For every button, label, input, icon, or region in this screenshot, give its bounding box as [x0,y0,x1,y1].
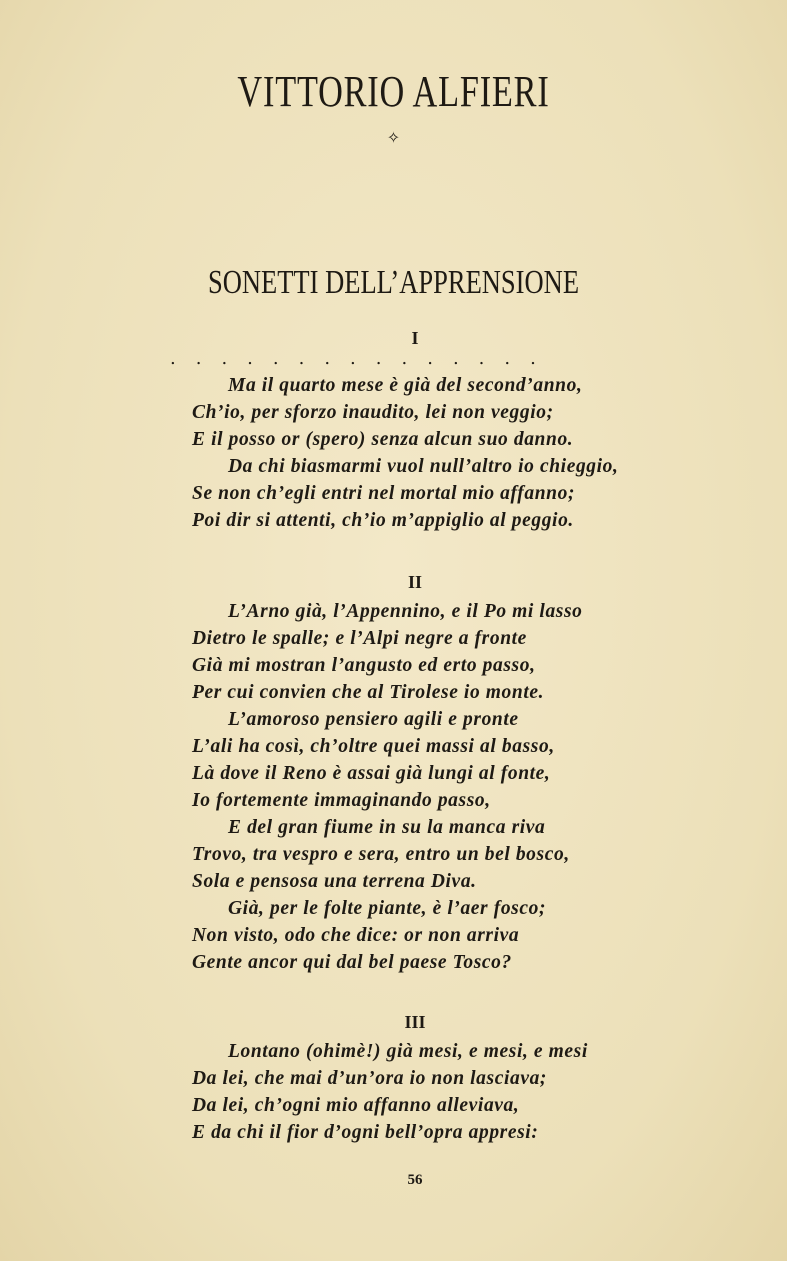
verse-line: Sola e pensosa una terrena Diva. [192,871,477,892]
verse-line: Da chi biasmarmi vuol null’altro io chieggio, [228,456,619,477]
verse-line: Già, per le folte piante, è l’aer fosco; [228,898,547,919]
verse-line: Poi dir si attenti, ch’io m’appiglio al peggio. [192,510,574,531]
sonnet-numeral: II [407,572,422,592]
ornament-icon: ✧ [386,128,401,147]
verse-line: L’ali ha così, ch’oltre quei massi al basso, [192,736,555,757]
verse-line: Già mi mostran l’angusto ed erto passo, [192,655,536,676]
verse-line: Se non ch’egli entri nel mortal mio affanno; [192,483,576,504]
sonnet-numeral: I [411,328,419,348]
sonnet-numeral: III [404,1012,426,1032]
verse-line: E del gran fiume in su la manca riva [228,817,546,838]
verse-line: Là dove il Reno è assai già lungi al fonte, [192,763,551,784]
verse-line: Per cui convien che al Tirolese io monte. [192,682,545,703]
verse-line: Ma il quarto mese è già del second’anno, [228,375,583,396]
verse-line: E da chi il fior d’ogni bell’opra appresi: [192,1122,539,1143]
ellipsis-dots: ............... [170,348,556,369]
verse-line: Da lei, ch’ogni mio affanno alleviava, [192,1095,520,1116]
verse-line: Trovo, tra vespro e sera, entro un bel bosco, [192,844,570,865]
verse-line: Non visto, odo che dice: or non arriva [192,925,520,946]
verse-line: Io fortemente immaginando passo, [192,790,491,811]
section-title: SONETTI DELL’APPRENSIONE [207,264,580,301]
page-number: 56 [407,1172,423,1188]
verse-line: Dietro le spalle; e l’Alpi negre a fronte [192,628,527,649]
verse-line: Lontano (ohimè!) già mesi, e mesi, e mesi [228,1041,588,1062]
verse-line: E il posso or (spero) senza alcun suo danno. [192,429,574,450]
author-heading: VITTORIO ALFIERI [237,67,550,116]
verse-line: L’amoroso pensiero agili e pronte [228,709,519,730]
verse-line: Da lei, che mai d’un’ora io non lasciava; [192,1068,548,1089]
verse-line: Ch’io, per sforzo inaudito, lei non veggio; [192,402,554,423]
verse-line: L’Arno già, l’Appennino, e il Po mi lasso [228,601,583,622]
verse-line: Gente ancor qui dal bel paese Tosco? [192,952,512,973]
